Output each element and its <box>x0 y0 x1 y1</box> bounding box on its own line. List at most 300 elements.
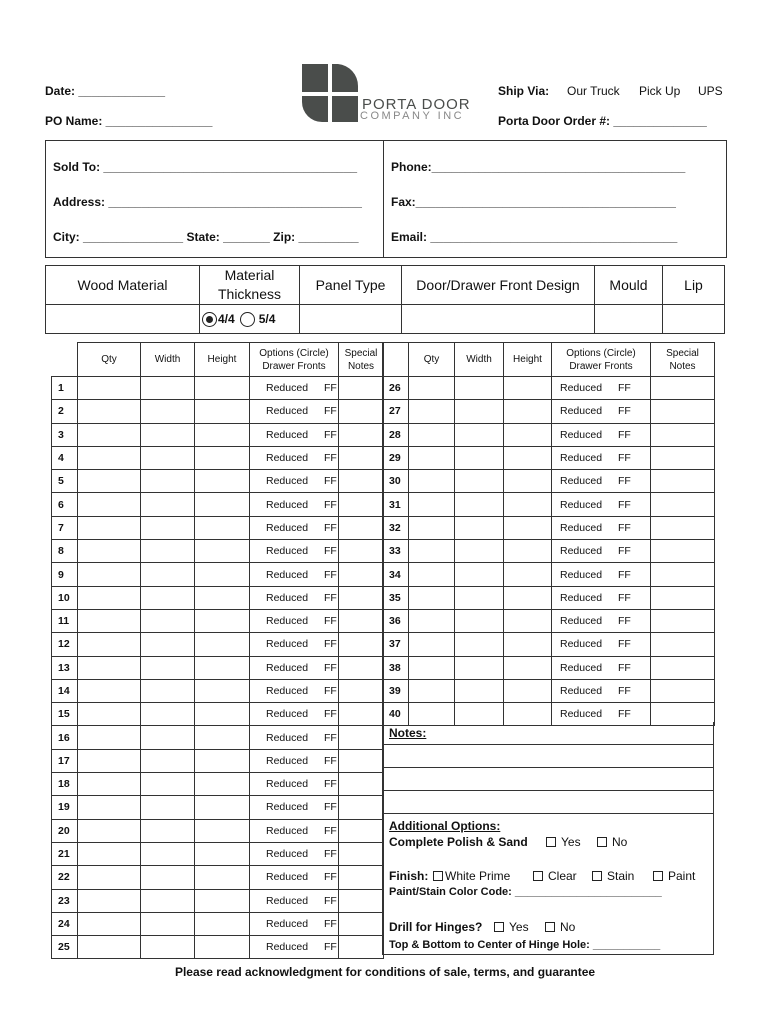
ff-option[interactable]: FF <box>324 521 337 534</box>
ff-option[interactable]: FF <box>618 428 631 441</box>
ff-option[interactable]: FF <box>324 615 337 628</box>
width-cell[interactable] <box>141 912 195 935</box>
reduced-option[interactable]: Reduced <box>266 405 309 418</box>
width-cell[interactable] <box>141 400 195 423</box>
width-cell[interactable] <box>141 679 195 702</box>
height-cell[interactable] <box>195 912 250 935</box>
phone-field[interactable]: Phone:______________________________________ <box>391 160 686 174</box>
width-cell[interactable] <box>141 446 195 469</box>
reduced-option[interactable]: Reduced <box>560 521 603 534</box>
qty-cell[interactable] <box>78 773 141 796</box>
options-cell[interactable] <box>250 563 339 586</box>
notes-cell[interactable] <box>339 609 384 632</box>
reduced-option[interactable]: Reduced <box>266 661 309 674</box>
reduced-option[interactable]: Reduced <box>560 638 603 651</box>
ff-option[interactable]: FF <box>324 382 337 395</box>
notes-cell[interactable] <box>339 912 384 935</box>
height-cell[interactable] <box>195 749 250 772</box>
width-cell[interactable] <box>141 633 195 656</box>
qty-cell[interactable] <box>78 796 141 819</box>
ff-option[interactable]: FF <box>618 452 631 465</box>
notes-cell[interactable] <box>339 656 384 679</box>
width-cell[interactable] <box>455 446 504 469</box>
reduced-option[interactable]: Reduced <box>560 615 603 628</box>
reduced-option[interactable]: Reduced <box>266 521 309 534</box>
ff-option[interactable]: FF <box>324 452 337 465</box>
reduced-option[interactable]: Reduced <box>266 754 309 767</box>
notes-cell[interactable] <box>339 423 384 446</box>
notes-cell[interactable] <box>339 889 384 912</box>
height-cell[interactable] <box>504 516 552 539</box>
qty-cell[interactable] <box>78 609 141 632</box>
options-cell[interactable] <box>552 400 651 423</box>
width-cell[interactable] <box>455 470 504 493</box>
lip-input[interactable] <box>662 304 725 334</box>
reduced-option[interactable]: Reduced <box>560 428 603 441</box>
qty-cell[interactable] <box>409 470 455 493</box>
width-cell[interactable] <box>141 423 195 446</box>
notes-cell[interactable] <box>339 842 384 865</box>
ff-option[interactable]: FF <box>618 638 631 651</box>
reduced-option[interactable]: Reduced <box>266 685 309 697</box>
options-cell[interactable] <box>552 656 651 679</box>
notes-cell[interactable] <box>651 656 715 679</box>
hinge-hole-field[interactable]: Top & Bottom to Center of Hinge Hole: ___________ <box>389 939 661 951</box>
date-field[interactable]: Date: _____________ <box>45 84 166 98</box>
options-cell[interactable] <box>250 796 339 819</box>
qty-cell[interactable] <box>78 400 141 423</box>
qty-cell[interactable] <box>409 656 455 679</box>
width-cell[interactable] <box>141 470 195 493</box>
width-cell[interactable] <box>455 400 504 423</box>
width-cell[interactable] <box>455 633 504 656</box>
notes-cell[interactable] <box>651 446 715 469</box>
options-cell[interactable] <box>250 773 339 796</box>
options-cell[interactable] <box>552 633 651 656</box>
height-cell[interactable] <box>195 819 250 842</box>
qty-cell[interactable] <box>78 540 141 563</box>
width-cell[interactable] <box>141 563 195 586</box>
options-cell[interactable] <box>250 423 339 446</box>
options-cell[interactable] <box>250 703 339 726</box>
qty-cell[interactable] <box>78 889 141 912</box>
drill-no-checkbox[interactable] <box>545 922 555 932</box>
fax-field[interactable]: Fax:_______________________________________ <box>391 195 676 209</box>
height-cell[interactable] <box>504 400 552 423</box>
options-cell[interactable] <box>250 470 339 493</box>
width-cell[interactable] <box>141 773 195 796</box>
height-cell[interactable] <box>195 563 250 586</box>
height-cell[interactable] <box>504 540 552 563</box>
width-cell[interactable] <box>141 516 195 539</box>
qty-cell[interactable] <box>78 470 141 493</box>
width-cell[interactable] <box>141 866 195 889</box>
reduced-option[interactable]: Reduced <box>560 708 603 721</box>
qty-cell[interactable] <box>409 400 455 423</box>
height-cell[interactable] <box>195 633 250 656</box>
notes-cell[interactable] <box>339 470 384 493</box>
qty-cell[interactable] <box>78 656 141 679</box>
reduced-option[interactable]: Reduced <box>266 382 309 395</box>
options-cell[interactable] <box>552 563 651 586</box>
options-cell[interactable] <box>250 866 339 889</box>
stain-checkbox[interactable] <box>592 871 602 881</box>
qty-cell[interactable] <box>409 540 455 563</box>
width-cell[interactable] <box>141 749 195 772</box>
options-cell[interactable] <box>250 912 339 935</box>
height-cell[interactable] <box>195 609 250 632</box>
width-cell[interactable] <box>455 586 504 609</box>
notes-cell[interactable] <box>339 796 384 819</box>
notes-cell[interactable] <box>339 866 384 889</box>
sold-to-field[interactable]: Sold To: ______________________________________ <box>53 160 358 174</box>
reduced-option[interactable]: Reduced <box>266 731 309 744</box>
reduced-option[interactable]: Reduced <box>560 661 603 674</box>
drill-yes-checkbox[interactable] <box>494 922 504 932</box>
reduced-option[interactable]: Reduced <box>266 498 309 511</box>
ff-option[interactable]: FF <box>618 708 631 721</box>
ff-option[interactable]: FF <box>324 591 337 604</box>
height-cell[interactable] <box>195 936 250 959</box>
drill-no-option[interactable]: No <box>545 920 575 934</box>
ff-option[interactable]: FF <box>618 685 631 697</box>
width-cell[interactable] <box>141 377 195 400</box>
ff-option[interactable]: FF <box>324 731 337 744</box>
reduced-option[interactable]: Reduced <box>266 428 309 441</box>
qty-cell[interactable] <box>409 609 455 632</box>
reduced-option[interactable]: Reduced <box>560 591 603 604</box>
height-cell[interactable] <box>504 609 552 632</box>
options-cell[interactable] <box>250 609 339 632</box>
reduced-option[interactable]: Reduced <box>266 568 309 581</box>
ff-option[interactable]: FF <box>618 615 631 628</box>
notes-cell[interactable] <box>651 679 715 702</box>
notes-cell[interactable] <box>651 470 715 493</box>
ff-option[interactable]: FF <box>618 405 631 418</box>
notes-cell[interactable] <box>339 446 384 469</box>
height-cell[interactable] <box>504 656 552 679</box>
qty-cell[interactable] <box>409 586 455 609</box>
options-cell[interactable] <box>250 889 339 912</box>
notes-cell[interactable] <box>339 936 384 959</box>
design-input[interactable] <box>401 304 595 334</box>
width-cell[interactable] <box>455 679 504 702</box>
notes-cell[interactable] <box>339 540 384 563</box>
ff-option[interactable]: FF <box>324 941 337 954</box>
reduced-option[interactable]: Reduced <box>266 871 309 884</box>
city-state-zip-field[interactable]: City: _______________ State: _______ Zip: _________ <box>53 230 359 244</box>
options-cell[interactable] <box>250 656 339 679</box>
ff-option[interactable]: FF <box>324 685 337 697</box>
ff-option[interactable]: FF <box>324 661 337 674</box>
notes-cell[interactable] <box>339 516 384 539</box>
ff-option[interactable]: FF <box>618 521 631 534</box>
notes-line-1[interactable] <box>382 745 714 768</box>
options-cell[interactable] <box>552 516 651 539</box>
height-cell[interactable] <box>504 470 552 493</box>
qty-cell[interactable] <box>409 493 455 516</box>
ff-option[interactable]: FF <box>618 382 631 395</box>
notes-cell[interactable] <box>651 493 715 516</box>
thickness-5-4-radio[interactable] <box>240 312 255 327</box>
ff-option[interactable]: FF <box>324 894 337 907</box>
clear-checkbox[interactable] <box>533 871 543 881</box>
po-name-field[interactable]: PO Name: ________________ <box>45 114 213 128</box>
polish-yes-checkbox[interactable] <box>546 837 556 847</box>
finish-white-prime[interactable]: White Prime <box>433 869 510 883</box>
notes-cell[interactable] <box>651 400 715 423</box>
height-cell[interactable] <box>195 703 250 726</box>
ff-option[interactable]: FF <box>618 545 631 558</box>
notes-cell[interactable] <box>339 586 384 609</box>
width-cell[interactable] <box>141 703 195 726</box>
ff-option[interactable]: FF <box>324 801 337 814</box>
qty-cell[interactable] <box>78 516 141 539</box>
options-cell[interactable] <box>250 819 339 842</box>
options-cell[interactable] <box>250 679 339 702</box>
reduced-option[interactable]: Reduced <box>266 824 309 837</box>
notes-cell[interactable] <box>651 516 715 539</box>
notes-cell[interactable] <box>339 633 384 656</box>
height-cell[interactable] <box>195 423 250 446</box>
reduced-option[interactable]: Reduced <box>560 568 603 581</box>
reduced-option[interactable]: Reduced <box>560 545 603 558</box>
polish-no-option[interactable]: No <box>597 835 627 849</box>
reduced-option[interactable]: Reduced <box>266 894 309 907</box>
height-cell[interactable] <box>195 726 250 749</box>
options-cell[interactable] <box>250 726 339 749</box>
width-cell[interactable] <box>141 936 195 959</box>
notes-cell[interactable] <box>651 423 715 446</box>
ff-option[interactable]: FF <box>324 475 337 488</box>
qty-cell[interactable] <box>78 679 141 702</box>
qty-cell[interactable] <box>409 377 455 400</box>
width-cell[interactable] <box>141 656 195 679</box>
reduced-option[interactable]: Reduced <box>266 545 309 558</box>
qty-cell[interactable] <box>78 493 141 516</box>
qty-cell[interactable] <box>409 423 455 446</box>
width-cell[interactable] <box>141 726 195 749</box>
ff-option[interactable]: FF <box>324 638 337 651</box>
notes-line-3[interactable] <box>382 791 714 814</box>
width-cell[interactable] <box>141 540 195 563</box>
height-cell[interactable] <box>504 563 552 586</box>
options-cell[interactable] <box>250 377 339 400</box>
options-cell[interactable] <box>250 749 339 772</box>
reduced-option[interactable]: Reduced <box>560 382 603 395</box>
height-cell[interactable] <box>195 866 250 889</box>
width-cell[interactable] <box>455 516 504 539</box>
options-cell[interactable] <box>552 540 651 563</box>
qty-cell[interactable] <box>78 842 141 865</box>
height-cell[interactable] <box>195 493 250 516</box>
options-cell[interactable] <box>552 423 651 446</box>
notes-cell[interactable] <box>339 773 384 796</box>
reduced-option[interactable]: Reduced <box>266 778 309 791</box>
height-cell[interactable] <box>195 400 250 423</box>
options-cell[interactable] <box>250 516 339 539</box>
height-cell[interactable] <box>195 656 250 679</box>
qty-cell[interactable] <box>78 936 141 959</box>
color-code-field[interactable]: Paint/Stain Color Code: ________________________ <box>389 886 662 898</box>
options-cell[interactable] <box>250 446 339 469</box>
reduced-option[interactable]: Reduced <box>266 917 309 930</box>
height-cell[interactable] <box>504 377 552 400</box>
thickness-4-4-radio[interactable] <box>202 312 217 327</box>
reduced-option[interactable]: Reduced <box>560 475 603 488</box>
ff-option[interactable]: FF <box>324 824 337 837</box>
height-cell[interactable] <box>195 889 250 912</box>
options-cell[interactable] <box>250 586 339 609</box>
height-cell[interactable] <box>195 377 250 400</box>
notes-cell[interactable] <box>339 679 384 702</box>
ff-option[interactable]: FF <box>324 871 337 884</box>
width-cell[interactable] <box>455 493 504 516</box>
options-cell[interactable] <box>250 540 339 563</box>
qty-cell[interactable] <box>78 912 141 935</box>
qty-cell[interactable] <box>409 679 455 702</box>
width-cell[interactable] <box>141 586 195 609</box>
email-field[interactable]: Email: _____________________________________ <box>391 230 678 244</box>
qty-cell[interactable] <box>78 446 141 469</box>
height-cell[interactable] <box>195 446 250 469</box>
qty-cell[interactable] <box>78 377 141 400</box>
mould-input[interactable] <box>594 304 663 334</box>
ff-option[interactable]: FF <box>618 661 631 674</box>
qty-cell[interactable] <box>78 586 141 609</box>
notes-cell[interactable] <box>339 819 384 842</box>
reduced-option[interactable]: Reduced <box>266 708 309 721</box>
options-cell[interactable] <box>552 470 651 493</box>
qty-cell[interactable] <box>409 633 455 656</box>
options-cell[interactable] <box>552 586 651 609</box>
reduced-option[interactable]: Reduced <box>266 638 309 651</box>
reduced-option[interactable]: Reduced <box>560 498 603 511</box>
height-cell[interactable] <box>504 423 552 446</box>
height-cell[interactable] <box>195 796 250 819</box>
height-cell[interactable] <box>504 679 552 702</box>
height-cell[interactable] <box>504 446 552 469</box>
reduced-option[interactable]: Reduced <box>266 941 309 954</box>
reduced-option[interactable]: Reduced <box>266 591 309 604</box>
notes-cell[interactable] <box>651 563 715 586</box>
height-cell[interactable] <box>195 773 250 796</box>
width-cell[interactable] <box>455 377 504 400</box>
ff-option[interactable]: FF <box>324 428 337 441</box>
reduced-option[interactable]: Reduced <box>560 685 603 697</box>
options-cell[interactable] <box>250 400 339 423</box>
qty-cell[interactable] <box>78 819 141 842</box>
width-cell[interactable] <box>141 609 195 632</box>
ff-option[interactable]: FF <box>618 568 631 581</box>
ff-option[interactable]: FF <box>324 754 337 767</box>
polish-yes-option[interactable]: Yes <box>546 835 581 849</box>
finish-stain[interactable]: Stain <box>592 869 634 883</box>
ship-option-our-truck[interactable]: Our Truck <box>567 84 620 98</box>
address-field[interactable]: Address: ______________________________________ <box>53 195 362 209</box>
white-prime-checkbox[interactable] <box>433 871 443 881</box>
options-cell[interactable] <box>250 842 339 865</box>
height-cell[interactable] <box>504 633 552 656</box>
notes-cell[interactable] <box>339 377 384 400</box>
reduced-option[interactable]: Reduced <box>560 452 603 465</box>
notes-cell[interactable] <box>651 540 715 563</box>
notes-line-2[interactable] <box>382 768 714 791</box>
width-cell[interactable] <box>455 656 504 679</box>
width-cell[interactable] <box>455 609 504 632</box>
qty-cell[interactable] <box>78 703 141 726</box>
options-cell[interactable] <box>250 633 339 656</box>
notes-cell[interactable] <box>339 400 384 423</box>
height-cell[interactable] <box>195 586 250 609</box>
panel-type-input[interactable] <box>299 304 402 334</box>
qty-cell[interactable] <box>78 633 141 656</box>
width-cell[interactable] <box>141 889 195 912</box>
notes-cell[interactable] <box>339 726 384 749</box>
ff-option[interactable]: FF <box>324 708 337 721</box>
options-cell[interactable] <box>250 936 339 959</box>
height-cell[interactable] <box>195 470 250 493</box>
reduced-option[interactable]: Reduced <box>266 452 309 465</box>
width-cell[interactable] <box>455 540 504 563</box>
polish-no-checkbox[interactable] <box>597 837 607 847</box>
options-cell[interactable] <box>552 377 651 400</box>
height-cell[interactable] <box>504 493 552 516</box>
ff-option[interactable]: FF <box>324 545 337 558</box>
ship-option-ups[interactable]: UPS <box>698 84 723 98</box>
reduced-option[interactable]: Reduced <box>266 475 309 488</box>
width-cell[interactable] <box>141 819 195 842</box>
notes-cell[interactable] <box>651 609 715 632</box>
options-cell[interactable] <box>552 493 651 516</box>
order-number-field[interactable]: Porta Door Order #: ______________ <box>498 114 707 128</box>
options-cell[interactable] <box>250 493 339 516</box>
ff-option[interactable]: FF <box>324 778 337 791</box>
qty-cell[interactable] <box>78 726 141 749</box>
ff-option[interactable]: FF <box>324 568 337 581</box>
reduced-option[interactable]: Reduced <box>266 801 309 814</box>
finish-paint[interactable]: Paint <box>653 869 695 883</box>
notes-cell[interactable] <box>651 377 715 400</box>
ff-option[interactable]: FF <box>324 498 337 511</box>
width-cell[interactable] <box>141 842 195 865</box>
options-cell[interactable] <box>552 446 651 469</box>
drill-yes-option[interactable]: Yes <box>494 920 529 934</box>
reduced-option[interactable]: Reduced <box>266 615 309 628</box>
width-cell[interactable] <box>141 796 195 819</box>
ff-option[interactable]: FF <box>618 475 631 488</box>
width-cell[interactable] <box>455 563 504 586</box>
height-cell[interactable] <box>195 516 250 539</box>
wood-material-input[interactable] <box>45 304 200 334</box>
ff-option[interactable]: FF <box>324 917 337 930</box>
height-cell[interactable] <box>504 586 552 609</box>
width-cell[interactable] <box>455 423 504 446</box>
options-cell[interactable] <box>552 609 651 632</box>
ship-option-pick-up[interactable]: Pick Up <box>639 84 681 98</box>
height-cell[interactable] <box>195 842 250 865</box>
notes-cell[interactable] <box>339 749 384 772</box>
qty-cell[interactable] <box>409 563 455 586</box>
width-cell[interactable] <box>141 493 195 516</box>
notes-cell[interactable] <box>339 563 384 586</box>
notes-cell[interactable] <box>651 633 715 656</box>
ff-option[interactable]: FF <box>618 591 631 604</box>
qty-cell[interactable] <box>78 423 141 446</box>
notes-cell[interactable] <box>339 493 384 516</box>
qty-cell[interactable] <box>78 563 141 586</box>
reduced-option[interactable]: Reduced <box>266 848 309 861</box>
